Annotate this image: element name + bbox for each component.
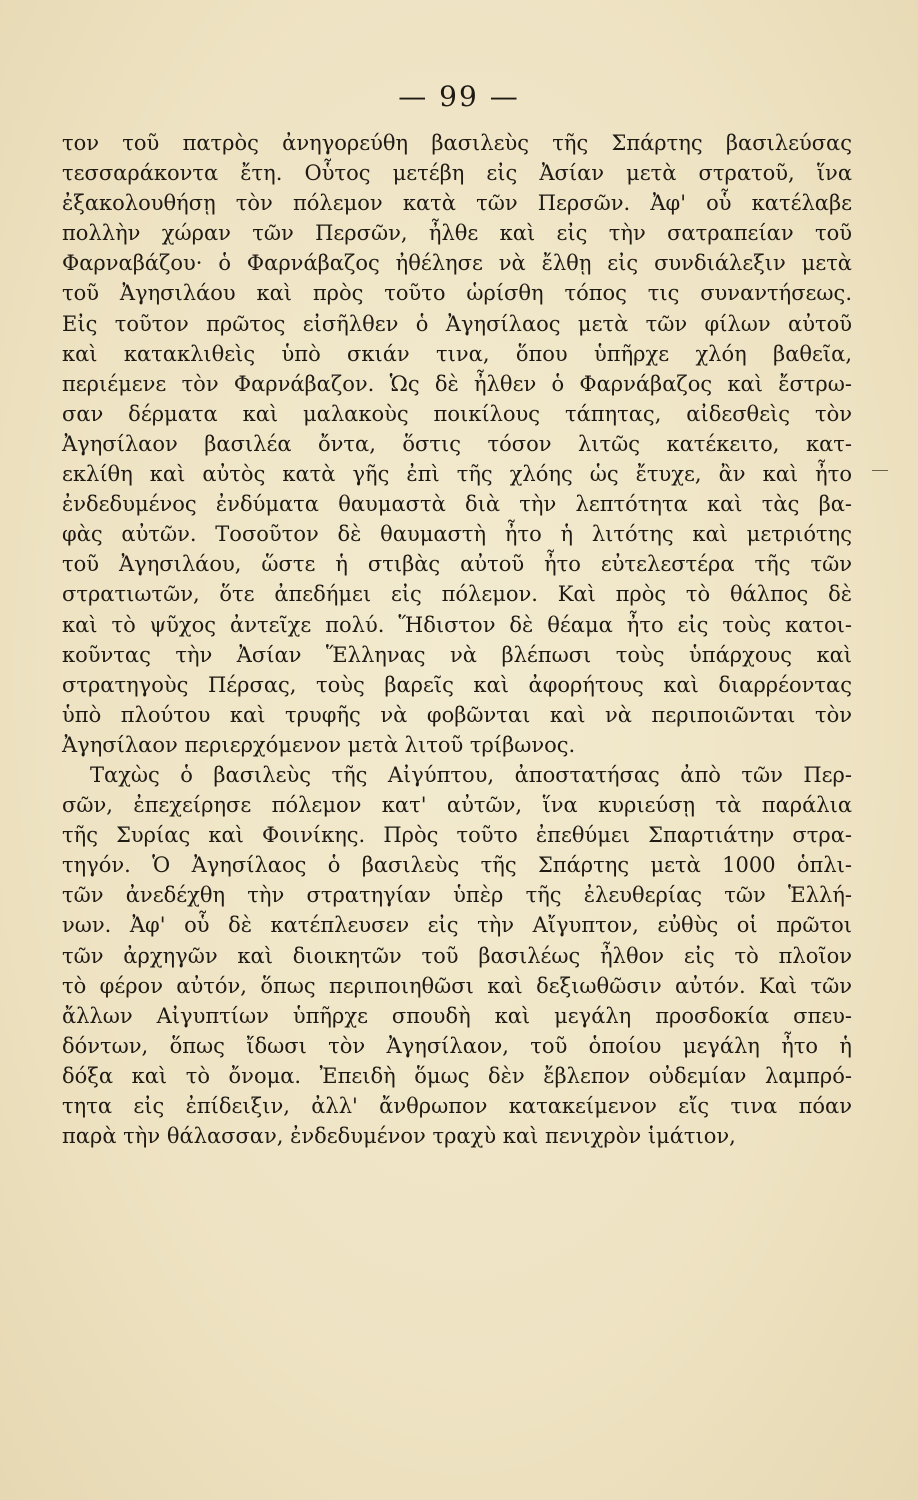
text-line: περιέμενε τὸν Φαρνάβαζον. Ὡς δὲ ἦλθεν ὁ Φαρνάβαζος καὶ ἔστρω- [62,371,852,396]
text-line: πολλὴν χώραν τῶν Περσῶν, ἦλθε καὶ εἰς τὴν σατραπείαν τοῦ [62,221,852,246]
text-line: τον τοῦ πατρὸς ἀνηγορεύθη βασιλεὺς τῆς Σπάρτης βασιλεύσας [62,131,852,155]
text-line: δόξα καὶ τὸ ὄνομα. Ἐπειδὴ ὅμως δὲν ἔβλεπον οὐδεμίαν λαμπρό- [62,1063,852,1088]
text-line: Εἰς τοῦτον πρῶτος εἰσῆλθεν ὁ Ἀγησίλαος μετὰ τῶν φίλων αὐτοῦ [62,311,852,336]
text-line: Φαρναβάζου· ὁ Φαρνάβαζος ἠθέλησε νὰ ἔλθῃ εἰς συνδιάλεξιν μετὰ [62,251,852,276]
text-line: τῆς Συρίας καὶ Φοινίκης. Πρὸς τοῦτο ἐπεθύμει Σπαρτιάτην στρα- [62,823,852,848]
text-line: κοῦντας τὴν Ἀσίαν Ἕλληνας νὰ βλέπωσι τοὺς ὑπάρχους καὶ [62,642,852,667]
text-line: Ἀγησίλαον περιερχόμενον μετὰ λιτοῦ τρίβωνος. [62,732,576,757]
text-line: τῶν ἀνεδέχθη τὴν στρατηγίαν ὑπὲρ τῆς ἐλευθερίας τῶν Ἑλλή- [62,883,852,908]
page-number: — 99 — [398,80,520,113]
text-line: τητα εἰς ἐπίδειξιν, ἀλλ' ἄνθρωπον κατακείμενον εἴς τινα πόαν [62,1094,852,1118]
paragraph-1 [62,128,852,760]
text-line: τοῦ Ἀγησιλάου, ὥστε ἡ στιβὰς αὐτοῦ ἦτο εὐτελεστέρα τῆς τῶν [62,552,852,577]
text-line: Ταχὼς ὁ βασιλεὺς τῆς Αἰγύπτου, ἀποστατήσας ἀπὸ τῶν Περ- [90,762,852,787]
text-line: στρατηγοὺς Πέρσας, τοὺς βαρεῖς καὶ ἀφορήτους καὶ διαρρέοντας [62,672,852,697]
text-line: καὶ τὸ ψῦχος ἀντεῖχε πολύ. Ἥδιστον δὲ θέαμα ἦτο εἰς τοὺς κατοι- [62,612,852,637]
text-line: παρὰ τὴν θάλασσαν, ἐνδεδυμένον τραχὺ καὶ πενιχρὸν ἱμάτιον, [62,1124,736,1149]
text-line: ἄλλων Αἰγυπτίων ὑπῆρχε σπουδὴ καὶ μεγάλη προσδοκία σπευ- [62,1003,852,1028]
text-line: τοῦ Ἀγησιλάου καὶ πρὸς τοῦτο ὡρίσθη τόπος τις συναντήσεως. [62,281,852,306]
text-line: ἐνδεδυμένος ἐνδύματα θαυμαστὰ διὰ τὴν λεπτότητα καὶ τὰς βα- [62,492,852,517]
text-line: νων. Ἀφ' οὗ δὲ κατέπλευσεν εἰς τὴν Αἴγυπτον, εὐθὺς οἱ πρῶτοι [62,913,852,938]
text-line: καὶ κατακλιθεὶς ὑπὸ σκιάν τινα, ὅπου ὑπῆρχε χλόη βαθεῖα, [62,341,852,366]
paragraph-2 [62,760,852,1151]
text-line: φὰς αὐτῶν. Τοσοῦτον δὲ θαυμαστὴ ἦτο ἡ λιτότης καὶ μετριότης [62,522,852,547]
text-line: τηγόν. Ὁ Ἀγησίλαος ὁ βασιλεὺς τῆς Σπάρτης μετὰ 1000 ὁπλι- [62,853,852,878]
text-line: τῶν ἀρχηγῶν καὶ διοικητῶν τοῦ βασιλέως ἦλθον εἰς τὸ πλοῖον [62,943,852,968]
text-line: δόντων, ὅπως ἴδωσι τὸν Ἀγησίλαον, τοῦ ὁποίου μεγάλη ἦτο ἡ [62,1033,852,1058]
text-line: σῶν, ἐπεχείρησε πόλεμον κατ' αὐτῶν, ἵνα κυριεύσῃ τὰ παράλια [62,793,852,818]
text-line: τεσσαράκοντα ἔτη. Οὗτος μετέβη εἰς Ἀσίαν μετὰ στρατοῦ, ἵνα [62,161,852,186]
text-line: ἐξακολουθήσῃ τὸν πόλεμον κατὰ τῶν Περσῶν. Ἀφ' οὗ κατέλαβε [62,191,852,216]
body-text [62,128,852,1151]
margin-mark [872,470,888,471]
text-line: Ἀγησίλαον βασιλέα ὄντα, ὅστις τόσον λιτῶς κατέκειτο, κατ- [62,431,852,456]
text-line: εκλίθη καὶ αὐτὸς κατὰ γῆς ἐπὶ τῆς χλόης ὡς ἔτυχε, ἂν καὶ ἦτο [62,462,852,487]
text-line: τὸ φέρον αὐτόν, ὅπως περιποιηθῶσι καὶ δεξιωθῶσιν αὐτόν. Καὶ τῶν [62,973,852,998]
text-line: στρατιωτῶν, ὅτε ἀπεδήμει εἰς πόλεμον. Καὶ πρὸς τὸ θάλπος δὲ [62,582,852,607]
text-line: σαν δέρματα καὶ μαλακοὺς ποικίλους τάπητας, αἰδεσθεὶς τὸν [62,401,852,426]
text-line: ὑπὸ πλούτου καὶ τρυφῆς νὰ φοβῶνται καὶ νὰ περιποιῶνται τὸν [62,702,852,727]
